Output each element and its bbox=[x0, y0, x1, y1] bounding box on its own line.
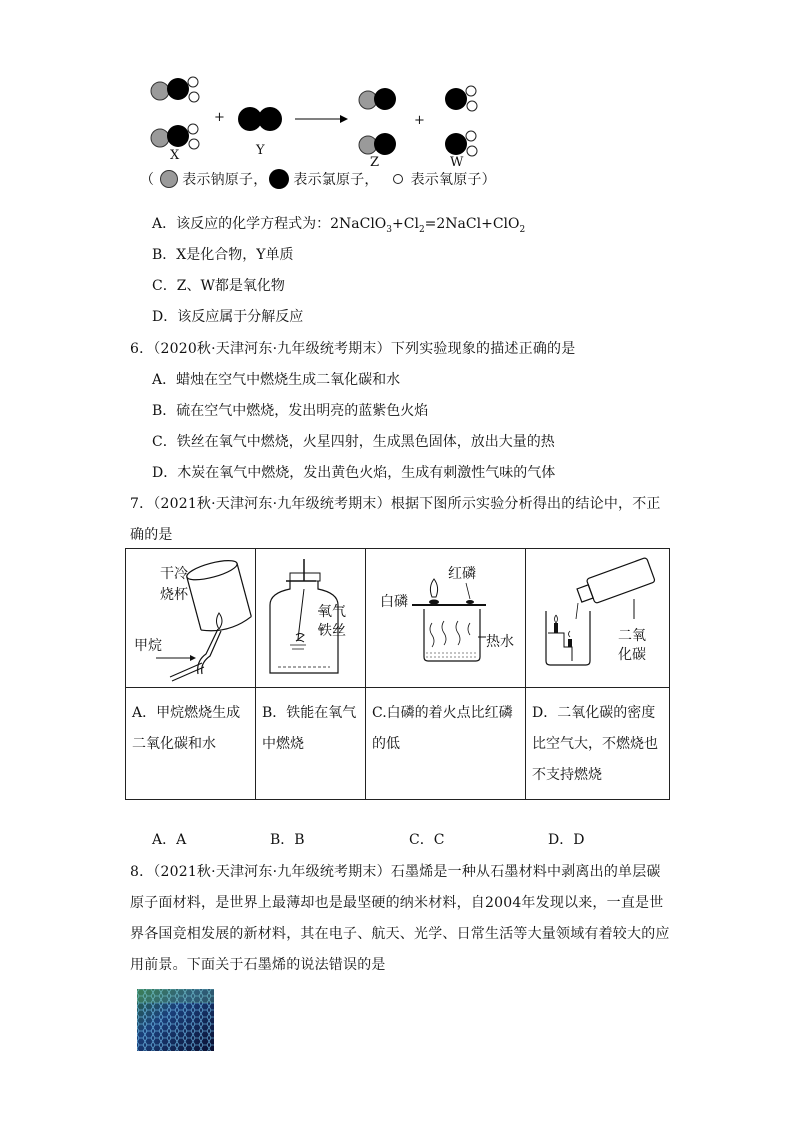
conclusion-d: D．二氧化碳的密度比空气大，不燃烧也不支持燃烧 bbox=[526, 688, 670, 800]
figure-b-cell bbox=[256, 549, 366, 688]
q6-option-a: A．蜡烛在空气中燃烧生成二氧化碳和水 bbox=[152, 372, 401, 388]
molecule-x-1 bbox=[151, 77, 199, 102]
legend-open: （ bbox=[140, 172, 155, 188]
label-z: Z bbox=[370, 155, 380, 170]
iron-wire-oxygen-icon bbox=[256, 549, 366, 687]
q8-line1: 8．（2021秋·天津河东·九年级统考期末）石墨烯是一种从石墨材料中剥离出的单层碳 bbox=[130, 864, 661, 880]
fig-b-label-iron-wire: 铁丝 bbox=[318, 623, 346, 639]
molecule-z-2 bbox=[359, 133, 396, 155]
q7-answer-c: C．C bbox=[409, 832, 445, 848]
q7-stem-line2: 确的是 bbox=[130, 527, 173, 543]
sodium-atom-icon bbox=[160, 170, 178, 188]
molecule-w-2 bbox=[445, 131, 477, 156]
legend-oxygen: 表示氧原子） bbox=[410, 172, 496, 188]
q7-answer-d: D．D bbox=[548, 832, 585, 848]
molecule-y bbox=[238, 107, 282, 131]
molecule-z-1 bbox=[359, 88, 396, 110]
atom-legend bbox=[140, 169, 496, 189]
figure-d-cell bbox=[526, 549, 670, 688]
co2-pouring-icon bbox=[526, 549, 670, 687]
fig-a-label-beaker: 烧杯 bbox=[160, 587, 188, 603]
q5-option-d: D．该反应属于分解反应 bbox=[152, 309, 304, 325]
experiment-table bbox=[125, 548, 670, 800]
molecule-x-2 bbox=[151, 124, 199, 149]
figure-a-cell bbox=[126, 549, 256, 688]
plus-sign-1: + bbox=[214, 110, 225, 125]
label-y: Y bbox=[256, 143, 265, 158]
q5-option-a: A．该反应的化学方程式为：$2NaClO_3+Cl_2=2NaCl+ClO_2$ bbox=[152, 216, 526, 235]
q5-option-c: C．Z、W都是氧化物 bbox=[152, 278, 285, 294]
reaction-arrow bbox=[295, 115, 348, 123]
q6-option-d: D．木炭在氧气中燃烧，发出黄色火焰，生成有刺激性气味的气体 bbox=[152, 465, 556, 481]
q6-option-b: B．硫在空气中燃烧，发出明亮的蓝紫色火焰 bbox=[152, 403, 429, 419]
fig-d-label-co2-line2: 化碳 bbox=[618, 647, 646, 663]
q5-option-b: B．X是化合物，Y单质 bbox=[152, 247, 294, 263]
phosphorus-combustion-icon bbox=[366, 549, 526, 687]
fig-c-label-white-phosphorus: 白磷 bbox=[380, 594, 408, 610]
q7-answer-b: B．B bbox=[270, 832, 305, 848]
conclusion-b: B．铁能在氧气中燃烧 bbox=[256, 688, 366, 800]
label-w: W bbox=[450, 155, 464, 170]
legend-chlorine: 表示氯原子， bbox=[293, 172, 379, 188]
methane-burning-icon bbox=[126, 549, 256, 687]
molecule-w-1 bbox=[445, 86, 477, 111]
legend-sodium: 表示钠原子， bbox=[182, 172, 268, 188]
fig-d-label-co2-line1: 二氧 bbox=[618, 628, 646, 644]
fig-a-label-methane: 甲烷 bbox=[134, 638, 162, 654]
fig-c-label-hot-water: 热水 bbox=[486, 634, 514, 650]
fig-a-label-cold: 干冷 bbox=[160, 566, 188, 582]
figure-c-cell bbox=[366, 549, 526, 688]
oxygen-atom-icon bbox=[393, 174, 403, 184]
label-x: X bbox=[170, 148, 180, 163]
conclusion-c: C.白磷的着火点比红磷的低 bbox=[366, 688, 526, 800]
plus-sign-2: + bbox=[414, 113, 425, 128]
q6-option-c: C．铁丝在氧气中燃烧，火星四射，生成黑色固体，放出大量的热 bbox=[152, 434, 555, 450]
chlorine-atom-icon bbox=[269, 169, 289, 189]
reaction-diagram bbox=[140, 70, 500, 170]
conclusion-a: A．甲烷燃烧生成二氧化碳和水 bbox=[126, 688, 256, 800]
graphene-image bbox=[137, 989, 214, 1051]
q8-line3: 界各国竞相发展的新材料，其在电子、航天、光学、日常生活等大量领域有着较大的应 bbox=[130, 926, 670, 942]
fig-c-label-red-phosphorus: 红磷 bbox=[448, 566, 476, 582]
fig-b-label-oxygen: 氧气 bbox=[318, 604, 346, 620]
q8-line4: 用前景。下面关于石墨烯的说法错误的是 bbox=[130, 957, 386, 973]
q8-line2: 原子面材料，是世界上最薄却也是最坚硬的纳米材料，自2004年发现以来，一直是世 bbox=[130, 895, 664, 911]
q7-stem-line1: 7．（2021秋·天津河东·九年级统考期末）根据下图所示实验分析得出的结论中，不正 bbox=[130, 496, 661, 512]
q6-stem: 6．（2020秋·天津河东·九年级统考期末）下列实验现象的描述正确的是 bbox=[130, 341, 576, 357]
q7-answer-a: A．A bbox=[152, 832, 187, 848]
